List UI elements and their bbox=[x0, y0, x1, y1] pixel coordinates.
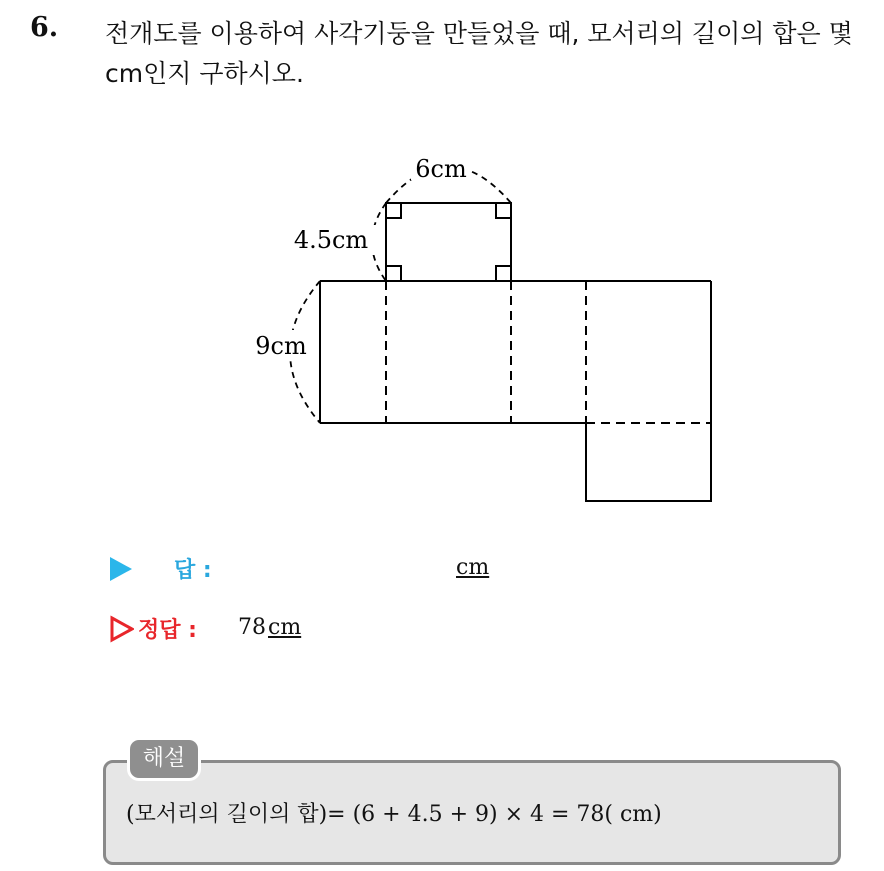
answer-label: 답 : bbox=[174, 558, 212, 583]
label-side-length: 4.5cm bbox=[293, 226, 369, 254]
correct-answer-unit: cm bbox=[268, 615, 302, 640]
label-top-length: 6cm bbox=[415, 155, 467, 183]
right-angle-mark bbox=[386, 266, 401, 281]
play-triangle-icon bbox=[110, 557, 132, 581]
outline-triangle-icon bbox=[110, 615, 134, 643]
correct-answer-label: 정답 : bbox=[138, 618, 197, 643]
solution-tag: 해설 bbox=[130, 740, 198, 778]
question-number: 6. bbox=[30, 12, 59, 43]
correct-answer-number: 78 bbox=[238, 615, 266, 640]
solution-text: (모서리의 길이의 합)= (6 + 4.5 + 9) × 4 = 78( cm) bbox=[126, 802, 662, 827]
question-text: 전개도를 이용하여 사각기둥을 만들었을 때, 모서리의 길이의 합은 몇 cm인지 구하시오. bbox=[105, 19, 853, 88]
right-angle-mark bbox=[496, 203, 511, 218]
bottom-face bbox=[586, 423, 711, 501]
top-face bbox=[386, 203, 511, 281]
correct-answer-value bbox=[238, 615, 301, 640]
label-height-length: 9cm bbox=[255, 332, 307, 360]
answer-unit: cm bbox=[456, 555, 490, 580]
right-angle-mark bbox=[386, 203, 401, 218]
right-angle-mark bbox=[496, 266, 511, 281]
